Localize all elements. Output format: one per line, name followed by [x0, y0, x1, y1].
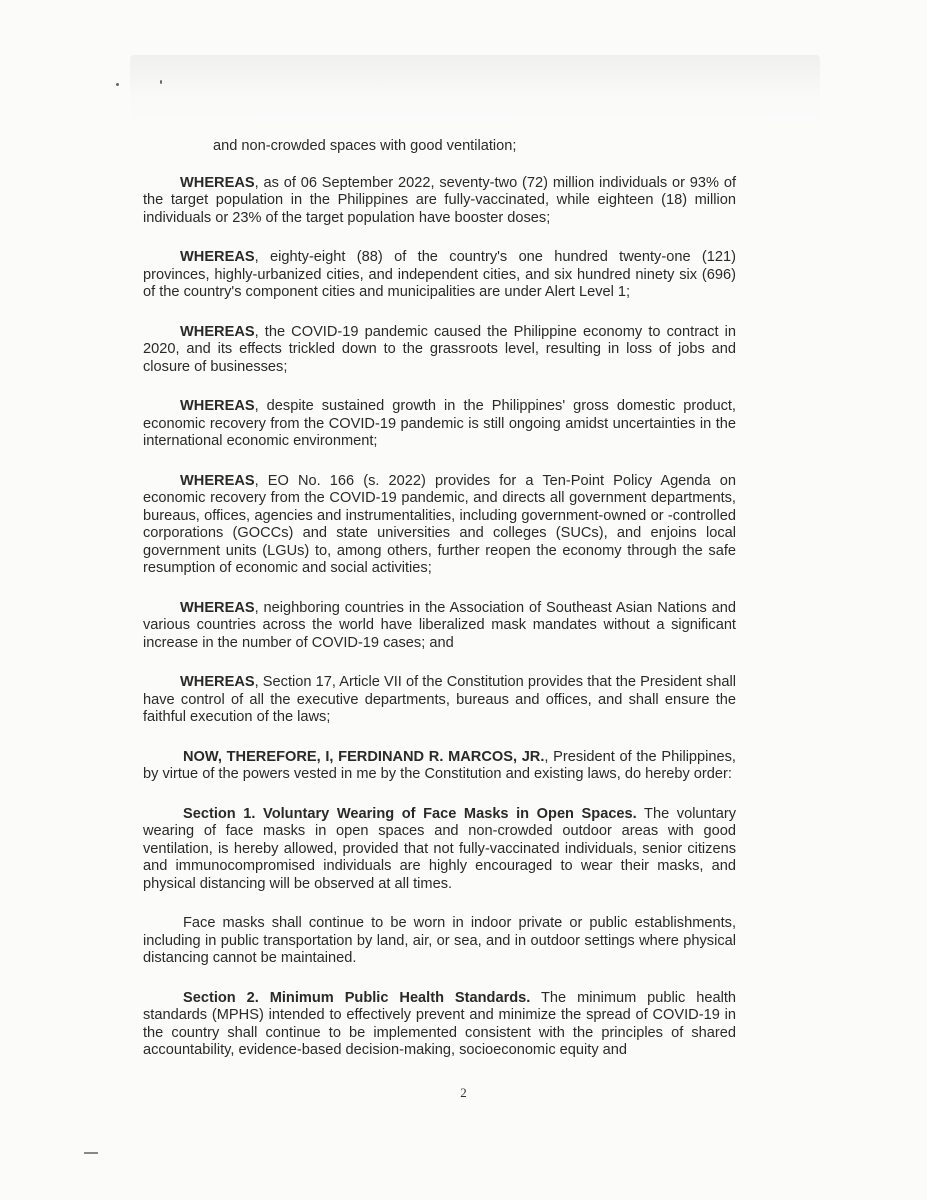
clause-keyword: WHEREAS — [180, 323, 255, 340]
paragraph-continuation: and non-crowded spaces with good ventilation; — [213, 138, 517, 154]
clause-keyword: WHEREAS — [180, 599, 255, 616]
whereas-clause-recovery — [143, 398, 736, 451]
now-therefore-clause — [143, 749, 736, 784]
document-body — [143, 138, 736, 1082]
scan-speck — [160, 80, 162, 84]
whereas-clause-vaccination — [143, 175, 736, 228]
clause-text: , the COVID-19 pandemic caused the Philippine economy to contract in 2020, and its effects trickled down to the grassroots level, resulting in loss of jobs and closure of businesses; — [143, 323, 736, 375]
section-heading: Section 2. Minimum Public Health Standards. — [183, 989, 531, 1006]
clause-text: , neighboring countries in the Association of Southeast Asian Nations and various countries across the world have liberalized mask mandates without a significant increase in the number of COVID-19 cases; and — [143, 599, 736, 651]
whereas-clause-asean — [143, 600, 736, 653]
clause-keyword: WHEREAS — [180, 674, 255, 690]
whereas-clause-alert-level — [143, 249, 736, 302]
clause-text: , President of the Philippines, by virtue of the powers vested in me by the Constitution and existing laws, do hereby order: — [143, 748, 736, 782]
clause-keyword: WHEREAS — [180, 398, 255, 414]
clause-text: , as of 06 September 2022, seventy-two (72) million individuals or 93% of the target population in the Philippines are fully-vaccinated, while eighteen (18) million individuals or 23% of the target population have booster doses; — [143, 174, 736, 226]
page-number: 2 — [460, 1085, 467, 1100]
whereas-clause-constitution — [143, 674, 736, 727]
section-text: The voluntary wearing of face masks in open spaces and non-crowded outdoor areas with good ventilation, is hereby allowed, provided that not fully-vaccinated individuals, senior citizens and immunocompromised individuals are highly encouraged to wear their masks, and physical distancing will be observed at all times. — [143, 805, 736, 892]
section-2 — [143, 990, 736, 1060]
whereas-clause-eo-166 — [143, 473, 736, 578]
section-heading: Section 1. Voluntary Wearing of Face Masks in Open Spaces. — [183, 805, 637, 822]
clause-keyword: WHEREAS — [180, 174, 255, 191]
clause-keyword: WHEREAS — [180, 249, 255, 265]
section-1-continuation — [143, 915, 736, 968]
clause-text: , despite sustained growth in the Philippines' gross domestic product, economic recovery from the COVID-19 pandemic is still ongoing amidst uncertainties in the international economic environment; — [143, 398, 736, 449]
clause-keyword: NOW, THEREFORE, I, FERDINAND R. MARCOS, JR. — [183, 748, 545, 765]
scan-speck — [116, 83, 119, 86]
whereas-clause-economy — [143, 324, 736, 377]
scan-mark — [84, 1152, 98, 1154]
section-text: The minimum public health standards (MPHS) intended to effectively prevent and minimize the spread of COVID-19 in the country shall continue to be implemented consistent with the principles of shared accountability, evidence-based decision-making, socioeconomic equity and — [143, 989, 736, 1058]
section-1 — [143, 806, 736, 894]
clause-text: , Section 17, Article VII of the Constitution provides that the President shall have control of all the executive departments, bureaus and offices, and shall ensure the faithful execution of the laws; — [143, 674, 736, 725]
clause-text: , eighty-eight (88) of the country's one hundred twenty-one (121) provinces, highly-urbanized cities, and independent cities, and six hundred ninety six (696) of the country's component cities and municipalities are under Alert Level 1; — [143, 249, 736, 300]
clause-text: , EO No. 166 (s. 2022) provides for a Ten-Point Policy Agenda on economic recovery from the COVID-19 pandemic, and directs all government departments, bureaus, offices, agencies and instrumentalities, including government-owned or -controlled corporations (GOCCs) and state universities and colleges (SUCs), and enjoins local government units (LGUs) to, among others, further reopen the economy through the safe resumption of economic and social activities; — [143, 472, 736, 576]
clause-keyword: WHEREAS — [180, 472, 255, 489]
section-text: Face masks shall continue to be worn in indoor private or public establishments, including in public transportation by land, air, or sea, and in outdoor settings where physical distancing cannot be maintained. — [143, 915, 736, 966]
scan-shadow — [130, 55, 820, 125]
